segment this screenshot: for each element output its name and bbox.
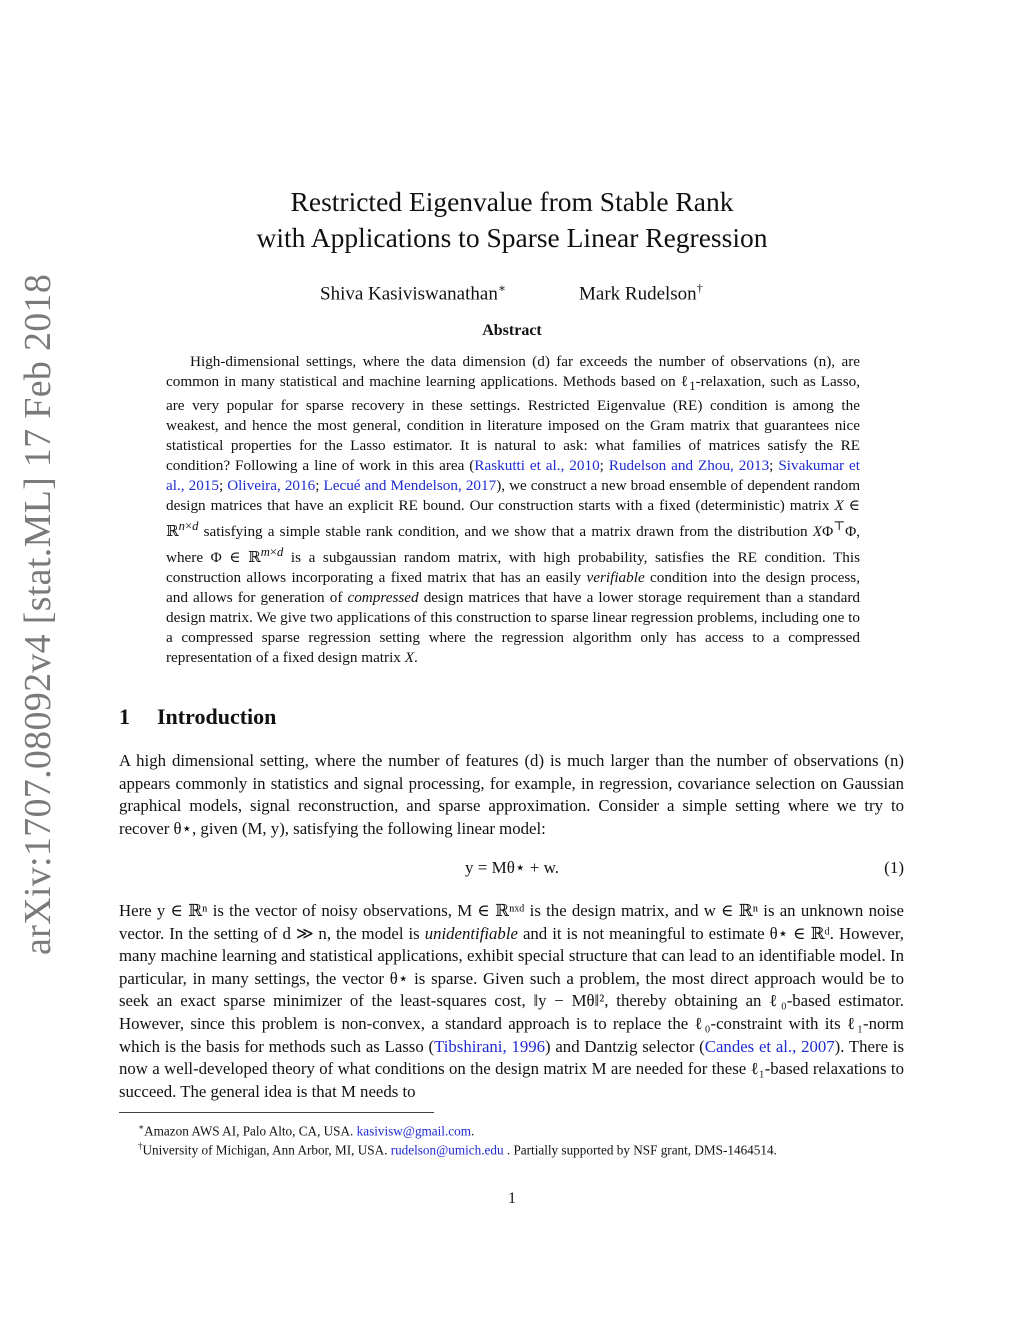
- footnote-divider: [119, 1112, 434, 1113]
- author-2-footnote-mark[interactable]: †: [696, 281, 703, 295]
- title-line-2: with Applications to Sparse Linear Regression: [256, 222, 768, 253]
- footnote-2: †University of Michigan, Ann Arbor, MI, USA. rudelson@umich.edu . Partially supported by NSF grant, DMS-1464514.: [138, 1141, 777, 1158]
- section-heading-introduction: [119, 704, 276, 730]
- email-link-rudelson[interactable]: rudelson@umich.edu: [390, 1142, 504, 1158]
- equation-number: (1): [884, 858, 904, 877]
- footnote-1: ∗Amazon AWS AI, Palo Alto, CA, USA. kasivisw@gmail.com.: [138, 1122, 475, 1139]
- abstract-body: High-dimensional settings, where the data dimension (d) far exceeds the number of observations (n), are common in many statistical and machine learning applications. Methods based on ℓ$_1$-relaxation, such as Lasso, are very popular for sparse recovery in these settings. Restricted Eigenvalue (RE) condition is among the weakest, and hence the most general, condition in literature imposed on the Gram matrix that guarantees nice statistical properties for the Lasso estimator. It is natural to ask: what families of matrices satisfy the RE condition? Following a line of work in this area (Raskutti et al., 2010; Rudelson and Zhou, 2013; Sivakumar et al., 2015; Oliveira, 2016; Lecué and Mendelson, 2017), we construct a new broad ensemble of dependent random design matrices that have an explicit RE bound. Our construction starts with a fixed (deterministic) matrix X ∈ ℝ$^{n\times d}$ satisfying a simple stable rank condition, and we show that a matrix drawn from the distribution XΦ⊤Φ, where Φ ∈ ℝ$^{m\times d}$ is a subgaussian random matrix, with high probability, satisfies the RE condition. This construction allows incorporating a fixed matrix that has an easily verifiable condition into the design process, and allows for generation of compressed design matrices that have a lower storage requirement than a standard design matrix. We give two applications of this construction to sparse linear regression problems, including one to a compressed sparse regression setting where the regression algorithm only has access to a compressed representation of a fixed design matrix X.: [166, 353, 861, 667]
- page-number: 1: [508, 1190, 516, 1207]
- citation-oliveira[interactable]: Oliveira, 2016: [227, 477, 316, 495]
- intro-paragraph-2: Here y ∈ ℝⁿ is the vector of noisy observations, M ∈ ℝⁿˣᵈ is the design matrix, and w ∈ ℝⁿ is an unknown noise vector. In the setting of d ≫ n, the model is unidentifiable and it is not meaningful to estimate θ⋆ ∈ ℝᵈ. However, many machine learning and statistical applications, exhibit special structure that can lead to an identifiable model. In particular, in many settings, the vector θ⋆ is sparse. Given such a problem, the most direct approach would be to seek an exact sparse minimizer of the least-squares cost, ‖y − Mθ‖², thereby obtaining an ℓ₀-based estimator. However, since this problem is non-convex, a standard approach is to replace the ℓ₀-constraint with its ℓ₁-norm which is the basis for methods such as Lasso (Tibshirani, 1996) and Dantzig selector (Candes et al., 2007). There is now a well-developed theory of what conditions on the design matrix M are needed for these ℓ₁-based relaxations to succeed. The general idea is that M needs to: [119, 901, 905, 1101]
- author-1-footnote-mark[interactable]: ∗: [497, 281, 506, 295]
- title-line-1: Restricted Eigenvalue from Stable Rank: [290, 186, 734, 217]
- section-title: Introduction: [157, 704, 277, 729]
- citation-tibshirani[interactable]: Tibshirani, 1996: [434, 1036, 545, 1056]
- email-link-kasivisw[interactable]: kasivisw@gmail.com: [356, 1123, 471, 1139]
- author-2: Mark Rudelson†: [579, 281, 703, 305]
- section-number: 1: [119, 704, 130, 729]
- paper-title: [0, 184, 1024, 256]
- author-1: Shiva Kasiviswanathan∗: [320, 281, 506, 305]
- citation-rudelson-zhou[interactable]: Rudelson and Zhou, 2013: [608, 457, 770, 475]
- arxiv-identifier-stamp: arXiv:1707.08092v4 [stat.ML] 17 Feb 2018: [17, 273, 59, 955]
- equation-1: [0, 858, 1024, 884]
- abstract-heading: Abstract: [482, 322, 542, 339]
- intro-paragraph-1: A high dimensional setting, where the number of features (d) is much larger than the number of observations (n) appears commonly in statistics and signal processing, for example, in regression, covariance selection on Gaussian graphical models, signal reconstruction, and sparse approximation. Consider a simple setting where we try to recover θ⋆, given (M, y), satisfying the following linear model:: [119, 751, 904, 838]
- author-list: [0, 281, 1024, 311]
- citation-raskutti[interactable]: Raskutti et al., 2010: [474, 457, 600, 475]
- citation-lecue-mendelson[interactable]: Lecué and Mendelson, 2017: [323, 477, 497, 495]
- citation-sivakumar[interactable]: Sivakumar et al., 2015: [166, 457, 860, 495]
- equation-body: y = Mθ⋆ + w.: [465, 858, 559, 877]
- citation-candes[interactable]: Candes et al., 2007: [704, 1036, 835, 1056]
